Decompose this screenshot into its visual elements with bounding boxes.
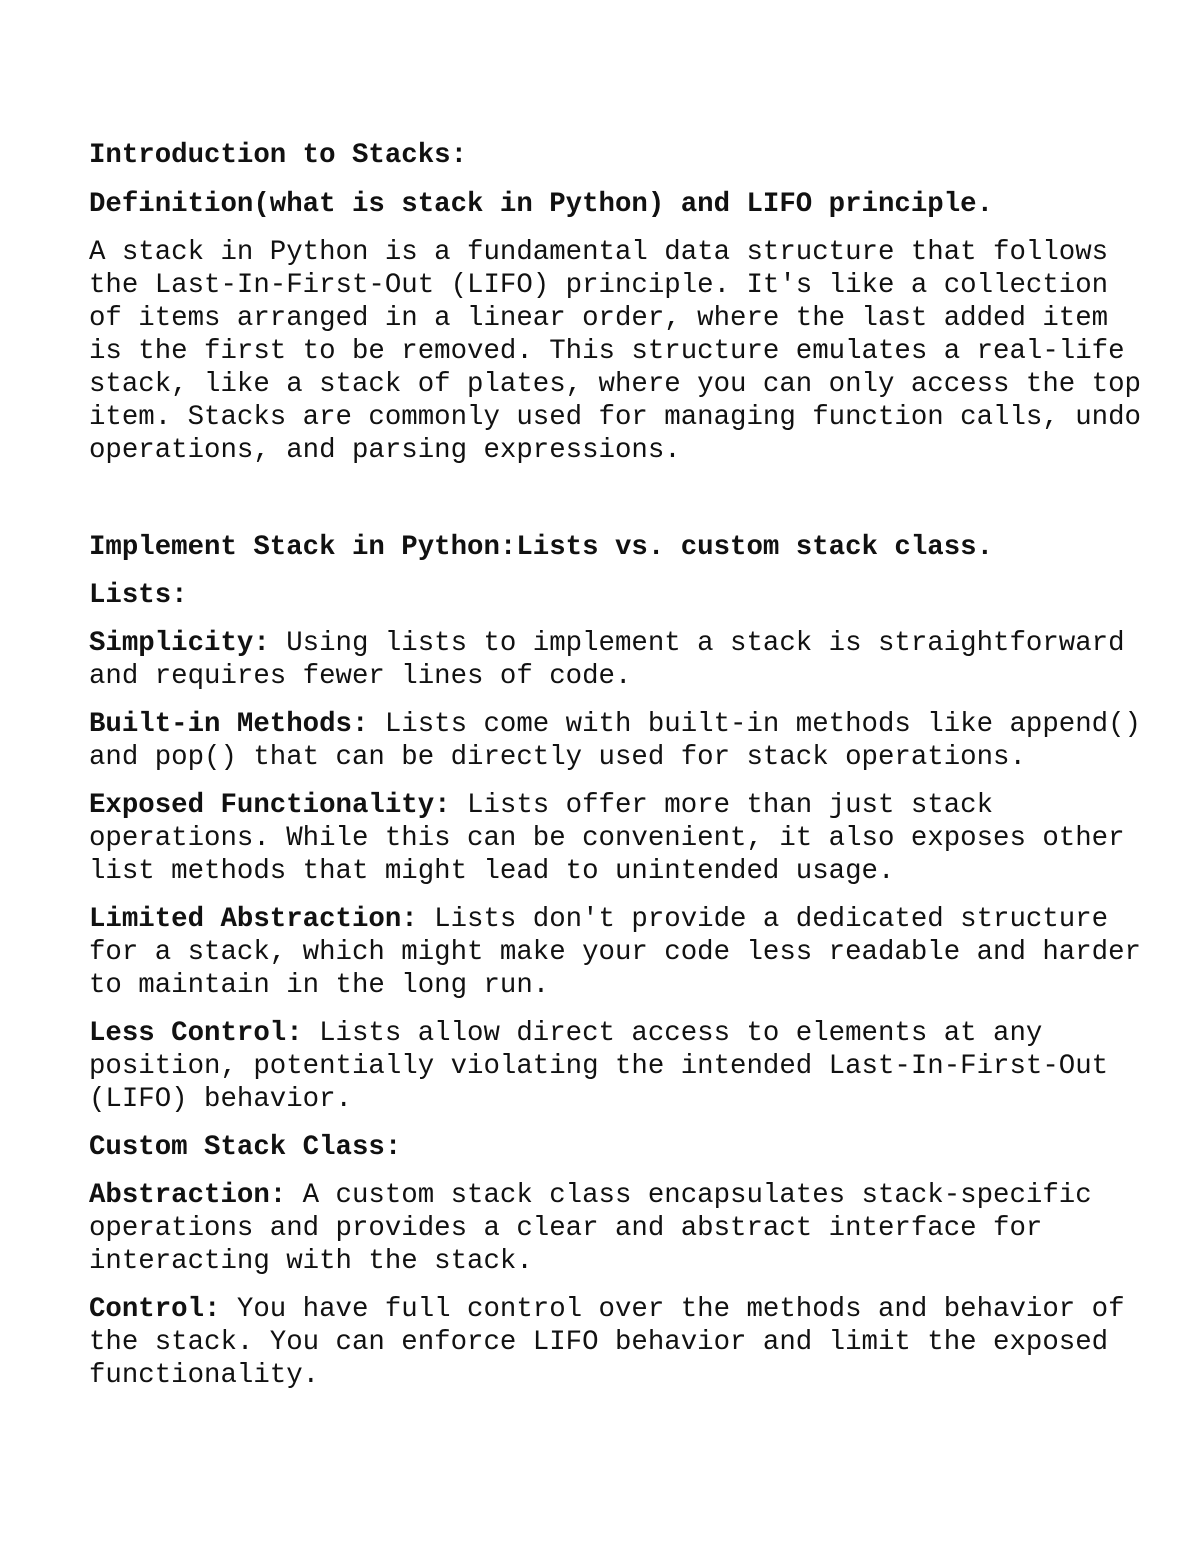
term-description: You have full control over the methods and behavior of the stack. You can enforce LIFO behavior and limit the exposed functionality.: [89, 1294, 1125, 1391]
term-label: Less Control:: [89, 1018, 303, 1049]
lists-points: [89, 627, 1159, 1116]
intro-paragraph: A stack in Python is a fundamental data structure that follows the Last-In-First-Out (LIFO) principle. It's like a collection of items arranged in a linear order, where the last added item is the first to be removed. This structure emulates a real-life stack, like a stack of plates, where you can only access the top item. Stacks are commonly used for managing function calls, undo operations, and parsing expressions.: [89, 237, 1141, 466]
section-heading-implementation: Implement Stack in Python:Lists vs. custom stack class.: [89, 532, 994, 563]
list-item-less-control: [89, 1017, 1159, 1116]
list-item-limited-abstraction: [89, 903, 1159, 1002]
section-heading-introduction: Introduction to Stacks:: [89, 140, 468, 171]
list-item-built-in-methods: [89, 708, 1159, 774]
term-label: Limited Abstraction:: [89, 904, 418, 935]
document-body: [89, 139, 1159, 1392]
term-label: Control:: [89, 1294, 221, 1325]
list-item-abstraction: [89, 1179, 1159, 1278]
subheading-definition: Definition(what is stack in Python) and LIFO principle.: [89, 189, 994, 220]
term-description: A custom stack class encapsulates stack-specific operations and provides a clear and abstract interface for interacting with the stack.: [89, 1180, 1092, 1277]
subheading-lists: Lists:: [89, 580, 188, 611]
custom-stack-points: [89, 1179, 1159, 1392]
term-label: Exposed Functionality:: [89, 790, 451, 821]
list-item-simplicity: [89, 627, 1159, 693]
term-description: Lists don't provide a dedicated structure for a stack, which might make your code less readable and harder to maintain in the long run.: [89, 904, 1141, 1001]
list-item-control: [89, 1293, 1159, 1392]
term-label: Abstraction:: [89, 1180, 287, 1211]
subheading-custom-stack-class: Custom Stack Class:: [89, 1132, 402, 1163]
term-description: Using lists to implement a stack is straightforward and requires fewer lines of code.: [89, 628, 1125, 692]
term-label: Built-in Methods:: [89, 709, 369, 740]
term-label: Simplicity:: [89, 628, 270, 659]
term-description: Lists allow direct access to elements at any position, potentially violating the intended Last-In-First-Out (LIFO) behavior.: [89, 1018, 1109, 1115]
term-description: Lists come with built-in methods like append() and pop() that can be directly used for stack operations.: [89, 709, 1141, 773]
term-description: Lists offer more than just stack operations. While this can be convenient, it also exposes other list methods that might lead to unintended usage.: [89, 790, 1125, 887]
list-item-exposed-functionality: [89, 789, 1159, 888]
